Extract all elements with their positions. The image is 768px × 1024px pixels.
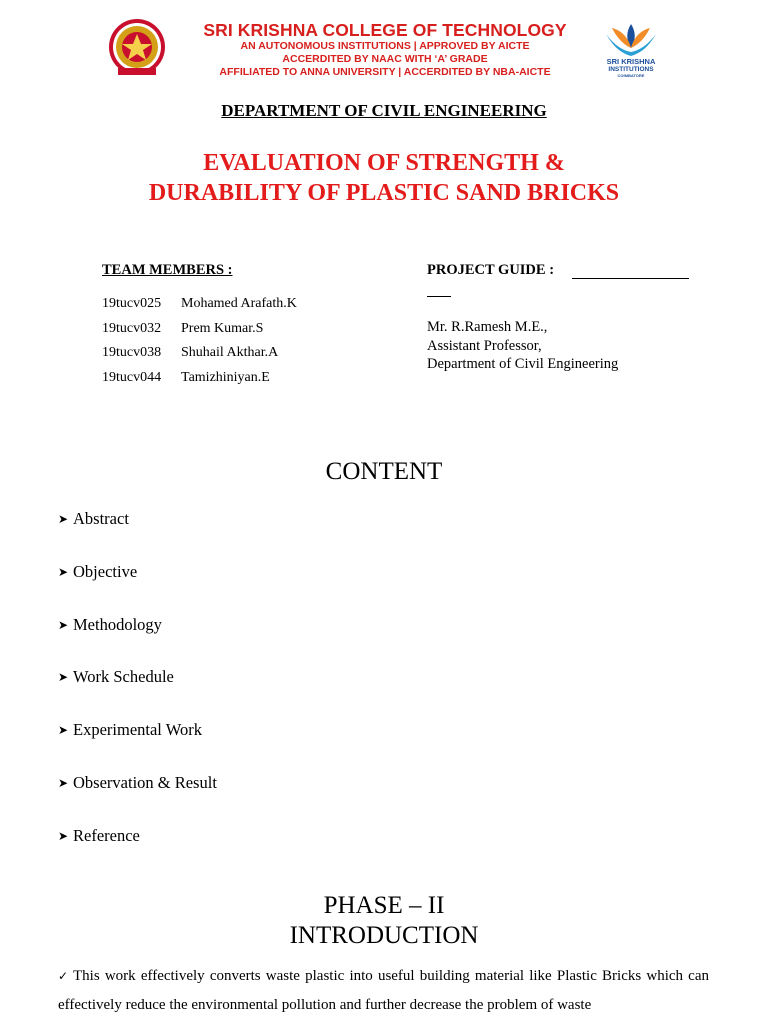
content-list-item (58, 823, 217, 876)
introduction-text: This work effectively converts waste plastic into useful building material like Plastic Bricks which can effectively reduce the environmental pollution and further decrease the problem of waste (58, 968, 709, 1013)
arrow-bullet-icon: ➤ (58, 512, 69, 526)
accreditation-line-1: AN AUTONOMOUS INSTITUTIONS | APPROVED BY AICTE (240, 40, 530, 52)
content-list (58, 506, 217, 876)
guide-name: Mr. R.Ramesh M.E., (427, 319, 548, 335)
content-item-label: Abstract (73, 509, 129, 528)
project-title-line-1: EVALUATION OF STRENGTH & (203, 150, 565, 176)
content-item-label: Objective (73, 561, 138, 581)
content-item-label: Reference (73, 825, 140, 845)
content-list-item (58, 770, 217, 823)
logo-label-line-3: COIMBATORE (617, 73, 645, 78)
content-list-item (58, 506, 217, 559)
content-item-label: Work Schedule (73, 667, 174, 687)
content-item-label: Experimental Work (73, 720, 202, 740)
arrow-bullet-icon: ➤ (58, 670, 69, 685)
guide-designation: Assistant Professor, (427, 337, 542, 354)
guide-underline (572, 278, 689, 279)
team-members-list (102, 292, 297, 390)
content-list-item (58, 664, 217, 717)
accreditation-line-3: AFFILIATED TO ANNA UNIVERSITY | ACCERDITED BY NBA-AICTE (219, 66, 551, 78)
team-member-row (102, 317, 297, 342)
content-item-label: Observation & Result (73, 772, 217, 792)
team-member-row (102, 341, 297, 366)
introduction-paragraph (58, 962, 709, 1020)
institutions-logo-label (598, 58, 664, 78)
content-heading: CONTENT (325, 458, 443, 485)
guide-department: Department of Civil Engineering (427, 356, 619, 372)
content-item-label: Methodology (73, 614, 162, 634)
member-name: Mohamed Arafath.K (181, 296, 297, 311)
content-list-item (58, 717, 217, 770)
project-title (0, 148, 768, 208)
college-name: SRI KRISHNA COLLEGE OF TECHNOLOGY (203, 20, 567, 40)
member-name: Tamizhiniyan.E (181, 369, 270, 385)
college-seal-icon (108, 16, 166, 78)
checkmark-bullet-icon: ✓ (58, 969, 69, 983)
member-name: Shuhail Akthar.A (181, 345, 279, 360)
guide-underline-continuation (427, 296, 451, 297)
project-title-line-2: DURABILITY OF PLASTIC SAND BRICKS (148, 180, 620, 206)
logo-label-line-1: SRI KRISHNA (606, 57, 656, 66)
arrow-bullet-icon: ➤ (58, 775, 69, 790)
phase-title: PHASE – II (323, 892, 445, 919)
project-guide-details (427, 318, 618, 374)
member-roll-number: 19tucv025 (102, 296, 162, 311)
member-roll-number: 19tucv032 (102, 320, 162, 336)
department-title: DEPARTMENT OF CIVIL ENGINEERING (221, 101, 547, 120)
team-member-row (102, 292, 297, 317)
accreditation-line-2: ACCERDITED BY NAAC WITH ‘A’ GRADE (282, 53, 488, 65)
logo-label-line-2: INSTITUTIONS (608, 66, 654, 73)
member-name: Prem Kumar.S (181, 320, 264, 336)
member-roll-number: 19tucv038 (102, 345, 162, 360)
team-members-heading: TEAM MEMBERS : (102, 262, 233, 278)
project-guide-heading: PROJECT GUIDE : (427, 262, 555, 278)
arrow-bullet-icon: ➤ (58, 564, 69, 579)
arrow-bullet-icon: ➤ (58, 828, 69, 843)
team-member-row (102, 366, 297, 391)
letterhead (0, 0, 768, 90)
member-roll-number: 19tucv044 (102, 369, 162, 385)
introduction-title: INTRODUCTION (289, 922, 479, 949)
arrow-bullet-icon: ➤ (58, 723, 69, 738)
college-letterhead-text (180, 20, 590, 79)
arrow-bullet-icon: ➤ (58, 617, 69, 632)
phase-heading (0, 891, 768, 951)
content-list-item (58, 612, 217, 665)
content-list-item (58, 559, 217, 612)
